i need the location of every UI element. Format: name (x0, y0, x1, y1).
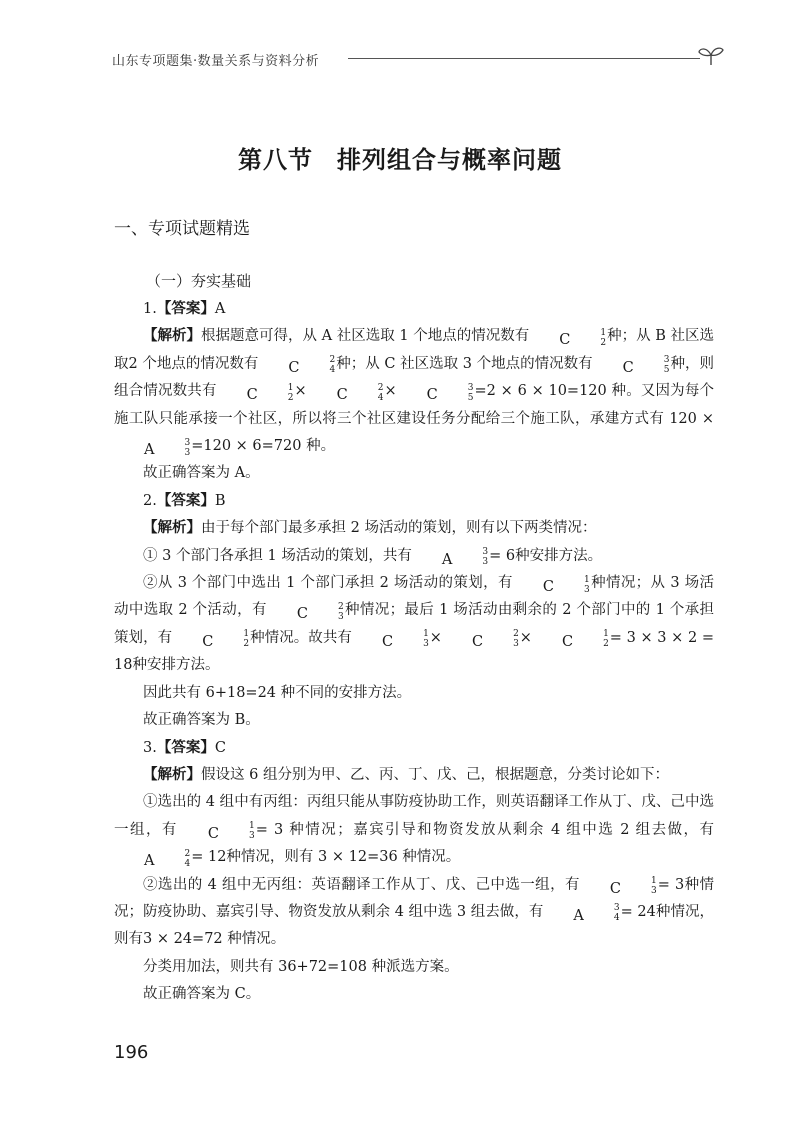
answer-value: A (214, 301, 226, 317)
solutions-body (114, 296, 714, 1009)
analysis-tag: 【解析】 (143, 328, 202, 345)
answer-line-3: 3.【答案】C (143, 739, 226, 756)
conclusion-3: 故正确答案为 C。 (143, 986, 261, 1003)
running-header (112, 44, 720, 74)
case-2-1: ① 3 个部门各承担 1 场活动的策划，共有 A 3 3 = 6种安排方法。 (143, 547, 603, 568)
math-c-4-2: C 2 4 (288, 355, 336, 376)
section-heading: 一、专项试题精选 (114, 219, 250, 239)
case-3-2: ②选出的 4 组中无丙组：英语翻译工作从丁、戊、己中选一组，有 C 1 3 = 3种情况；防疫协助、嘉宾引导、物资发放从剩余 4 组中选 3 组去做，有 A 3 4 = 24种情况，则有3 × 24=72 种情况。 (114, 876, 715, 948)
answer-line-2: 2.【答案】B (143, 492, 226, 509)
math-a-3-3: A 3 3 (144, 437, 191, 459)
header-rule (348, 58, 700, 59)
sub-heading: （一）夯实基础 (146, 272, 252, 290)
case-2-2: ②从 3 个部门中选出 1 个部门承担 2 场活动的策划，有 C 1 3 种情况；从 3 场活动中选取 2 个活动，有 C 2 3 种情况；最后 1 场活动由剩余的 2 个部门中的 1 个承担策划，有 C 1 2 种情况。故共有 C 1 3 × C 2 3 × C 1 2 = 3 × 3 × 2 = 18种安排方法。 (114, 574, 715, 674)
total-2: 因此共有 6+18=24 种不同的安排方法。 (143, 684, 412, 701)
math-c-5-3: C 3 5 (622, 355, 670, 376)
analysis-tag: 【解析】 (143, 520, 201, 537)
math-c-2-1: C 1 2 (559, 327, 607, 349)
analysis-1: 【解析】根据题意可得，从 A 社区选取 1 个地点的情况数有 C 1 2 种；从 B 社区选取2 个地点的情况数有 C 2 4 种；从 C 社区选取 3 个地点的情况数有 C 3 5 种，则组合情况数共有 C 1 2 × C 2 4 × C 3 5 =2 × 6 × 10=120 种。又因为每个施工队只能承接一个社区，所以将三个社区建设任务分配给三个施工队，承建方式有 120 × A 3 3 =120 × 6=720 种。 (114, 327, 715, 459)
answer-tag: 【答案】 (156, 739, 215, 756)
sprout-icon (698, 44, 724, 66)
case-3-1: ①选出的 4 组中有丙组：丙组只能从事防疫协助工作，则英语翻译工作从丁、戊、己中选一组，有 C 1 3 = 3 种情况；嘉宾引导和物资发放从剩余 4 组中选 2 组去做，有 A 2 4 = 12种情况，则有 3 × 12=36 种情况。 (114, 794, 715, 870)
total-3: 分类用加法，则共有 36+72=108 种派选方案。 (143, 958, 459, 975)
answer-line-1: 1.【答案】A (143, 301, 226, 317)
conclusion-1: 故正确答案为 A。 (143, 465, 260, 482)
answer-tag: 【答案】 (156, 492, 215, 509)
page-number: 196 (114, 1042, 149, 1063)
answer-value: C (214, 739, 226, 756)
analysis-2: 【解析】由于每个部门最多承担 2 场活动的策划，则有以下两类情况： (143, 520, 597, 537)
analysis-tag: 【解析】 (143, 766, 201, 783)
page-title (0, 140, 800, 175)
header-text: 山东专项题集·数量关系与资料分析 (112, 54, 320, 69)
answer-value: B (214, 492, 226, 509)
conclusion-2: 故正确答案为 B。 (143, 712, 260, 729)
answer-tag: 【答案】 (156, 301, 215, 317)
title-topic: 排列组合与概率问题 (337, 146, 562, 174)
title-section-number: 第八节 (238, 146, 313, 174)
analysis-3: 【解析】假设这 6 组分别为甲、乙、丙、丁、戊、己，根据题意，分类讨论如下： (143, 766, 669, 783)
